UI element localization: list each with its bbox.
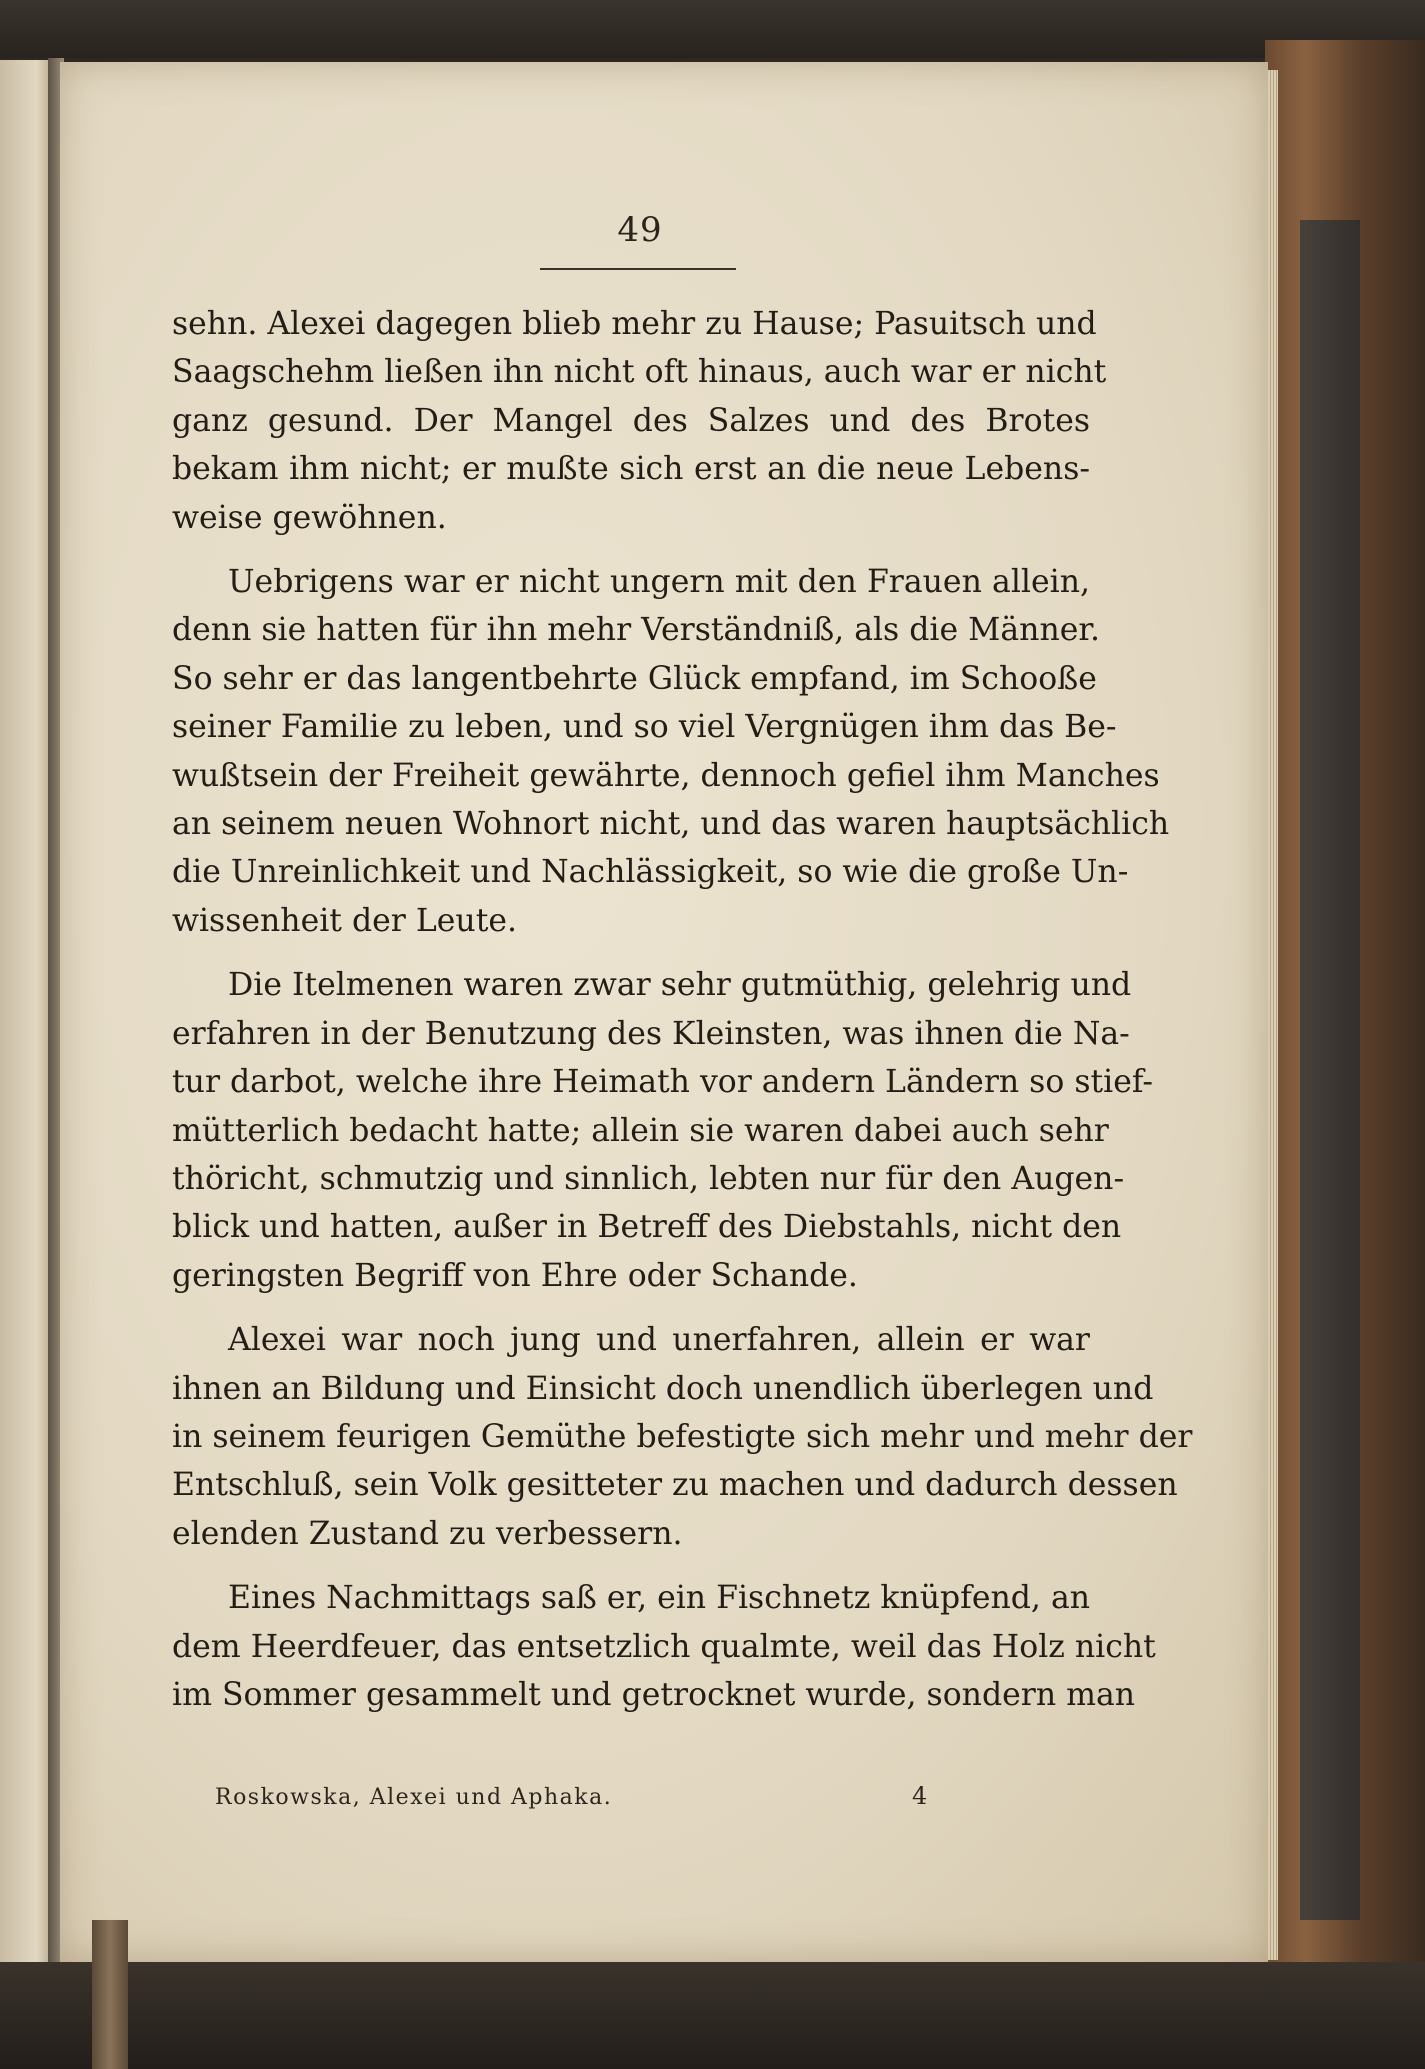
text-line: Saagschehm ließen ihn nicht oft hinaus, auch war er nicht bbox=[172, 354, 1107, 391]
book-cover-spine-edge bbox=[1265, 40, 1425, 2069]
text-line: in seinem feurigen Gemüthe befestigte sich mehr und mehr der bbox=[172, 1418, 1193, 1455]
text-line: erfahren in der Benutzung des Kleinsten, was ihnen die Na- bbox=[172, 1015, 1130, 1052]
text-line: denn sie hatten für ihn mehr Verständniß, als die Männer. bbox=[172, 612, 1100, 649]
page-stack-edge bbox=[1268, 70, 1278, 1960]
text-line: elenden Zustand zu verbessern. bbox=[172, 1515, 683, 1552]
page-number-rule bbox=[540, 268, 736, 270]
text-line: tur darbot, welche ihre Heimath vor andern Ländern so stief- bbox=[172, 1064, 1154, 1101]
book-cover-top bbox=[0, 0, 1425, 58]
paragraph bbox=[172, 961, 1154, 1300]
paragraph bbox=[172, 300, 1107, 542]
text-line: Die Itelmenen waren zwar sehr gutmüthig, gelehrig und bbox=[228, 967, 1132, 1004]
sheet-number: 4 bbox=[912, 1782, 928, 1810]
text-line: Eines Nachmittags saß er, ein Fischnetz knüpfend, an bbox=[228, 1580, 1091, 1617]
body-text bbox=[172, 300, 1193, 1735]
footer-signature: Roskowska, Alexei und Aphaka. bbox=[215, 1785, 613, 1810]
text-line: blick und hatten, außer in Betreff des Diebstahls, nicht den bbox=[172, 1209, 1122, 1246]
bookmark-ribbon bbox=[92, 1920, 128, 2069]
left-page-edge bbox=[0, 60, 52, 1969]
page-number: 49 bbox=[617, 210, 663, 250]
paragraph bbox=[172, 1316, 1193, 1558]
text-line: wissenheit der Leute. bbox=[172, 902, 518, 939]
text-line: geringsten Begriff von Ehre oder Schande. bbox=[172, 1257, 858, 1294]
text-line: thöricht, schmutzig und sinnlich, lebten nur für den Augen- bbox=[172, 1160, 1125, 1197]
paragraph bbox=[172, 558, 1170, 945]
text-line: sehn. Alexei dagegen blieb mehr zu Hause; Pasuitsch und bbox=[172, 306, 1097, 342]
text-line: Entschluß, sein Volk gesitteter zu machen und dadurch dessen bbox=[172, 1467, 1178, 1504]
text-line: mütterlich bedacht hatte; allein sie waren dabei auch sehr bbox=[172, 1112, 1109, 1149]
text-line: Uebrigens war er nicht ungern mit den Frauen allein, bbox=[228, 564, 1090, 601]
text-line: seiner Familie zu leben, und so viel Vergnügen ihm das Be- bbox=[172, 709, 1117, 746]
text-line: Alexei war noch jung und unerfahren, allein er war bbox=[228, 1322, 1090, 1359]
text-line: die Unreinlichkeit und Nachlässigkeit, so wie die große Un- bbox=[172, 854, 1129, 891]
text-line: bekam ihm nicht; er mußte sich erst an die neue Lebens- bbox=[172, 451, 1090, 488]
text-line: wußtsein der Freiheit gewährte, dennoch gefiel ihm Manches bbox=[172, 757, 1160, 794]
paragraph bbox=[172, 1574, 1156, 1719]
text-line: dem Heerdfeuer, das entsetzlich qualmte, weil das Holz nicht bbox=[172, 1628, 1156, 1665]
text-line: weise gewöhnen. bbox=[172, 499, 447, 536]
text-line: So sehr er das langentbehrte Glück empfand, im Schooße bbox=[172, 660, 1097, 697]
text-line: ganz gesund. Der Mangel des Salzes und des Brotes bbox=[172, 402, 1090, 439]
book-cover-bottom bbox=[0, 1962, 1425, 2069]
text-line: im Sommer gesammelt und getrocknet wurde, sondern man bbox=[172, 1676, 1136, 1713]
text-line: an seinem neuen Wohnort nicht, und das waren hauptsächlich bbox=[172, 806, 1170, 843]
text-line: ihnen an Bildung und Einsicht doch unendlich überlegen und bbox=[172, 1370, 1154, 1407]
